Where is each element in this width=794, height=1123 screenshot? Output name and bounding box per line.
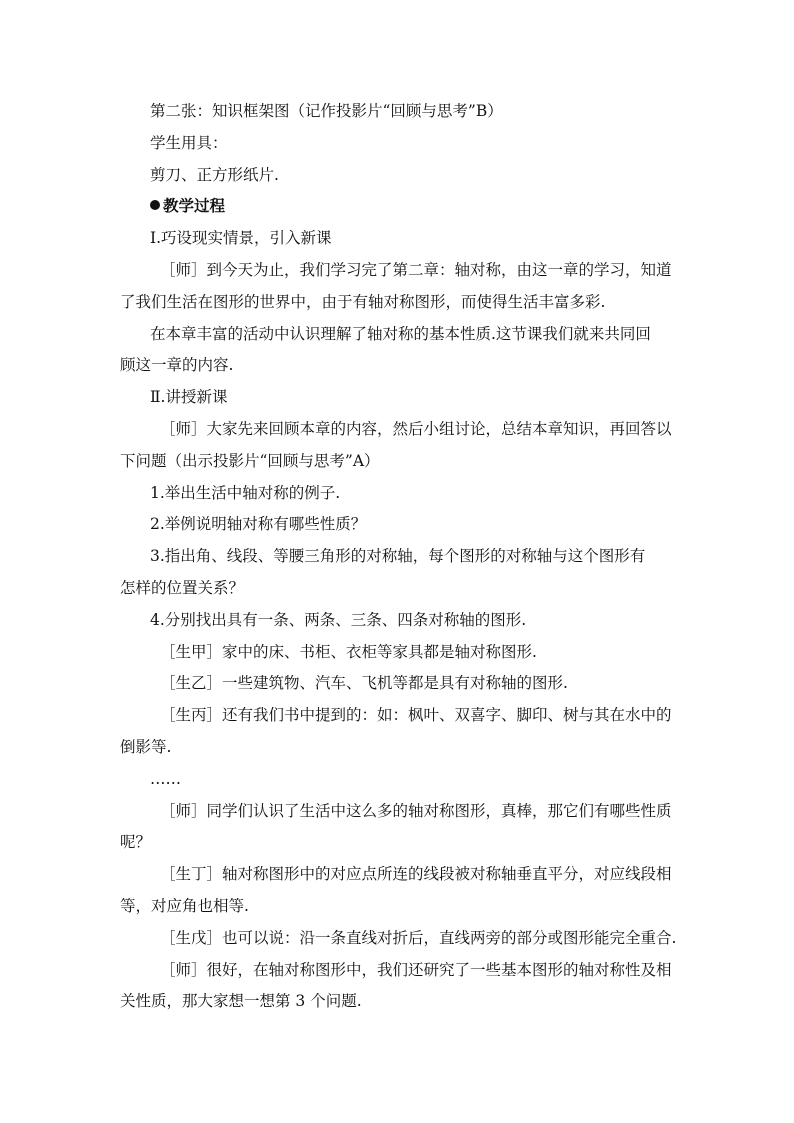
bullet-dot-icon [150, 200, 160, 210]
text-line: 关性质，那大家想一想第 3 个问题. [120, 992, 362, 1011]
dialogue-line: ［师］同学们认识了生活中这么多的轴对称图形，真棒，那它们有哪些性质 [160, 801, 672, 820]
ellipsis-line: …… [150, 769, 181, 788]
list-item: 2.举例说明轴对称有哪些性质？ [150, 515, 367, 534]
text-line: 学生用具： [150, 133, 228, 152]
subsection-heading: Ⅰ.巧设现实情景，引入新课 [150, 229, 332, 248]
section-heading [120, 191, 680, 223]
dialogue-line: ［生乙］一些建筑物、汽车、飞机等都是具有对称轴的图形. [160, 674, 568, 693]
dialogue-line: ［师］很好，在轴对称图形中，我们还研究了一些基本图形的轴对称性及相 [160, 960, 672, 979]
list-item: 4.分别找出具有一条、两条、三条、四条对称轴的图形. [150, 610, 527, 629]
dialogue-line: ［生甲］家中的床、书柜、衣柜等家具都是轴对称图形. [160, 642, 537, 661]
document-body [120, 96, 680, 1018]
text-line: 在本章丰富的活动中认识理解了轴对称的基本性质.这节课我们就来共同回 [150, 324, 651, 343]
subsection-heading: Ⅱ.讲授新课 [150, 388, 228, 407]
list-item: 3.指出角、线段、等腰三角形的对称轴，每个图形的对称轴与这个图形有 [150, 547, 646, 566]
text-line: 顾这一章的内容. [120, 356, 234, 375]
section-heading-text: 教学过程 [163, 197, 226, 216]
text-line: 等，对应角也相等. [120, 896, 249, 915]
text-line: 剪刀、正方形纸片. [150, 165, 279, 184]
text-line: 倒影等. [120, 737, 172, 756]
text-line: ［师］大家先来回顾本章的内容，然后小组讨论，总结本章知识，再回答以 [160, 419, 672, 438]
dialogue-line: ［生丙］还有我们书中提到的：如：枫叶、双喜字、脚印、树与其在水中的 [160, 706, 672, 725]
text-line: 了我们生活在图形的世界中，由于有轴对称图形，而使得生活丰富多彩. [120, 292, 606, 311]
text-line: ［师］到今天为止，我们学习完了第二章：轴对称，由这一章的学习，知道 [160, 260, 672, 279]
text-line: 怎样的位置关系？ [120, 578, 245, 597]
list-item: 1.举出生活中轴对称的例子. [150, 483, 341, 502]
dialogue-line: ［生戊］也可以说：沿一条直线对折后，直线两旁的部分或图形能完全重合. [160, 928, 677, 947]
dialogue-line: ［生丁］轴对称图形中的对应点所连的线段被对称轴垂直平分，对应线段相 [160, 865, 672, 884]
text-line: 呢？ [120, 833, 152, 852]
text-line: 下问题（出示投影片“回顾与思考”A） [120, 451, 380, 470]
text-line: 第二张：知识框架图（记作投影片“回顾与思考”B） [150, 102, 503, 120]
